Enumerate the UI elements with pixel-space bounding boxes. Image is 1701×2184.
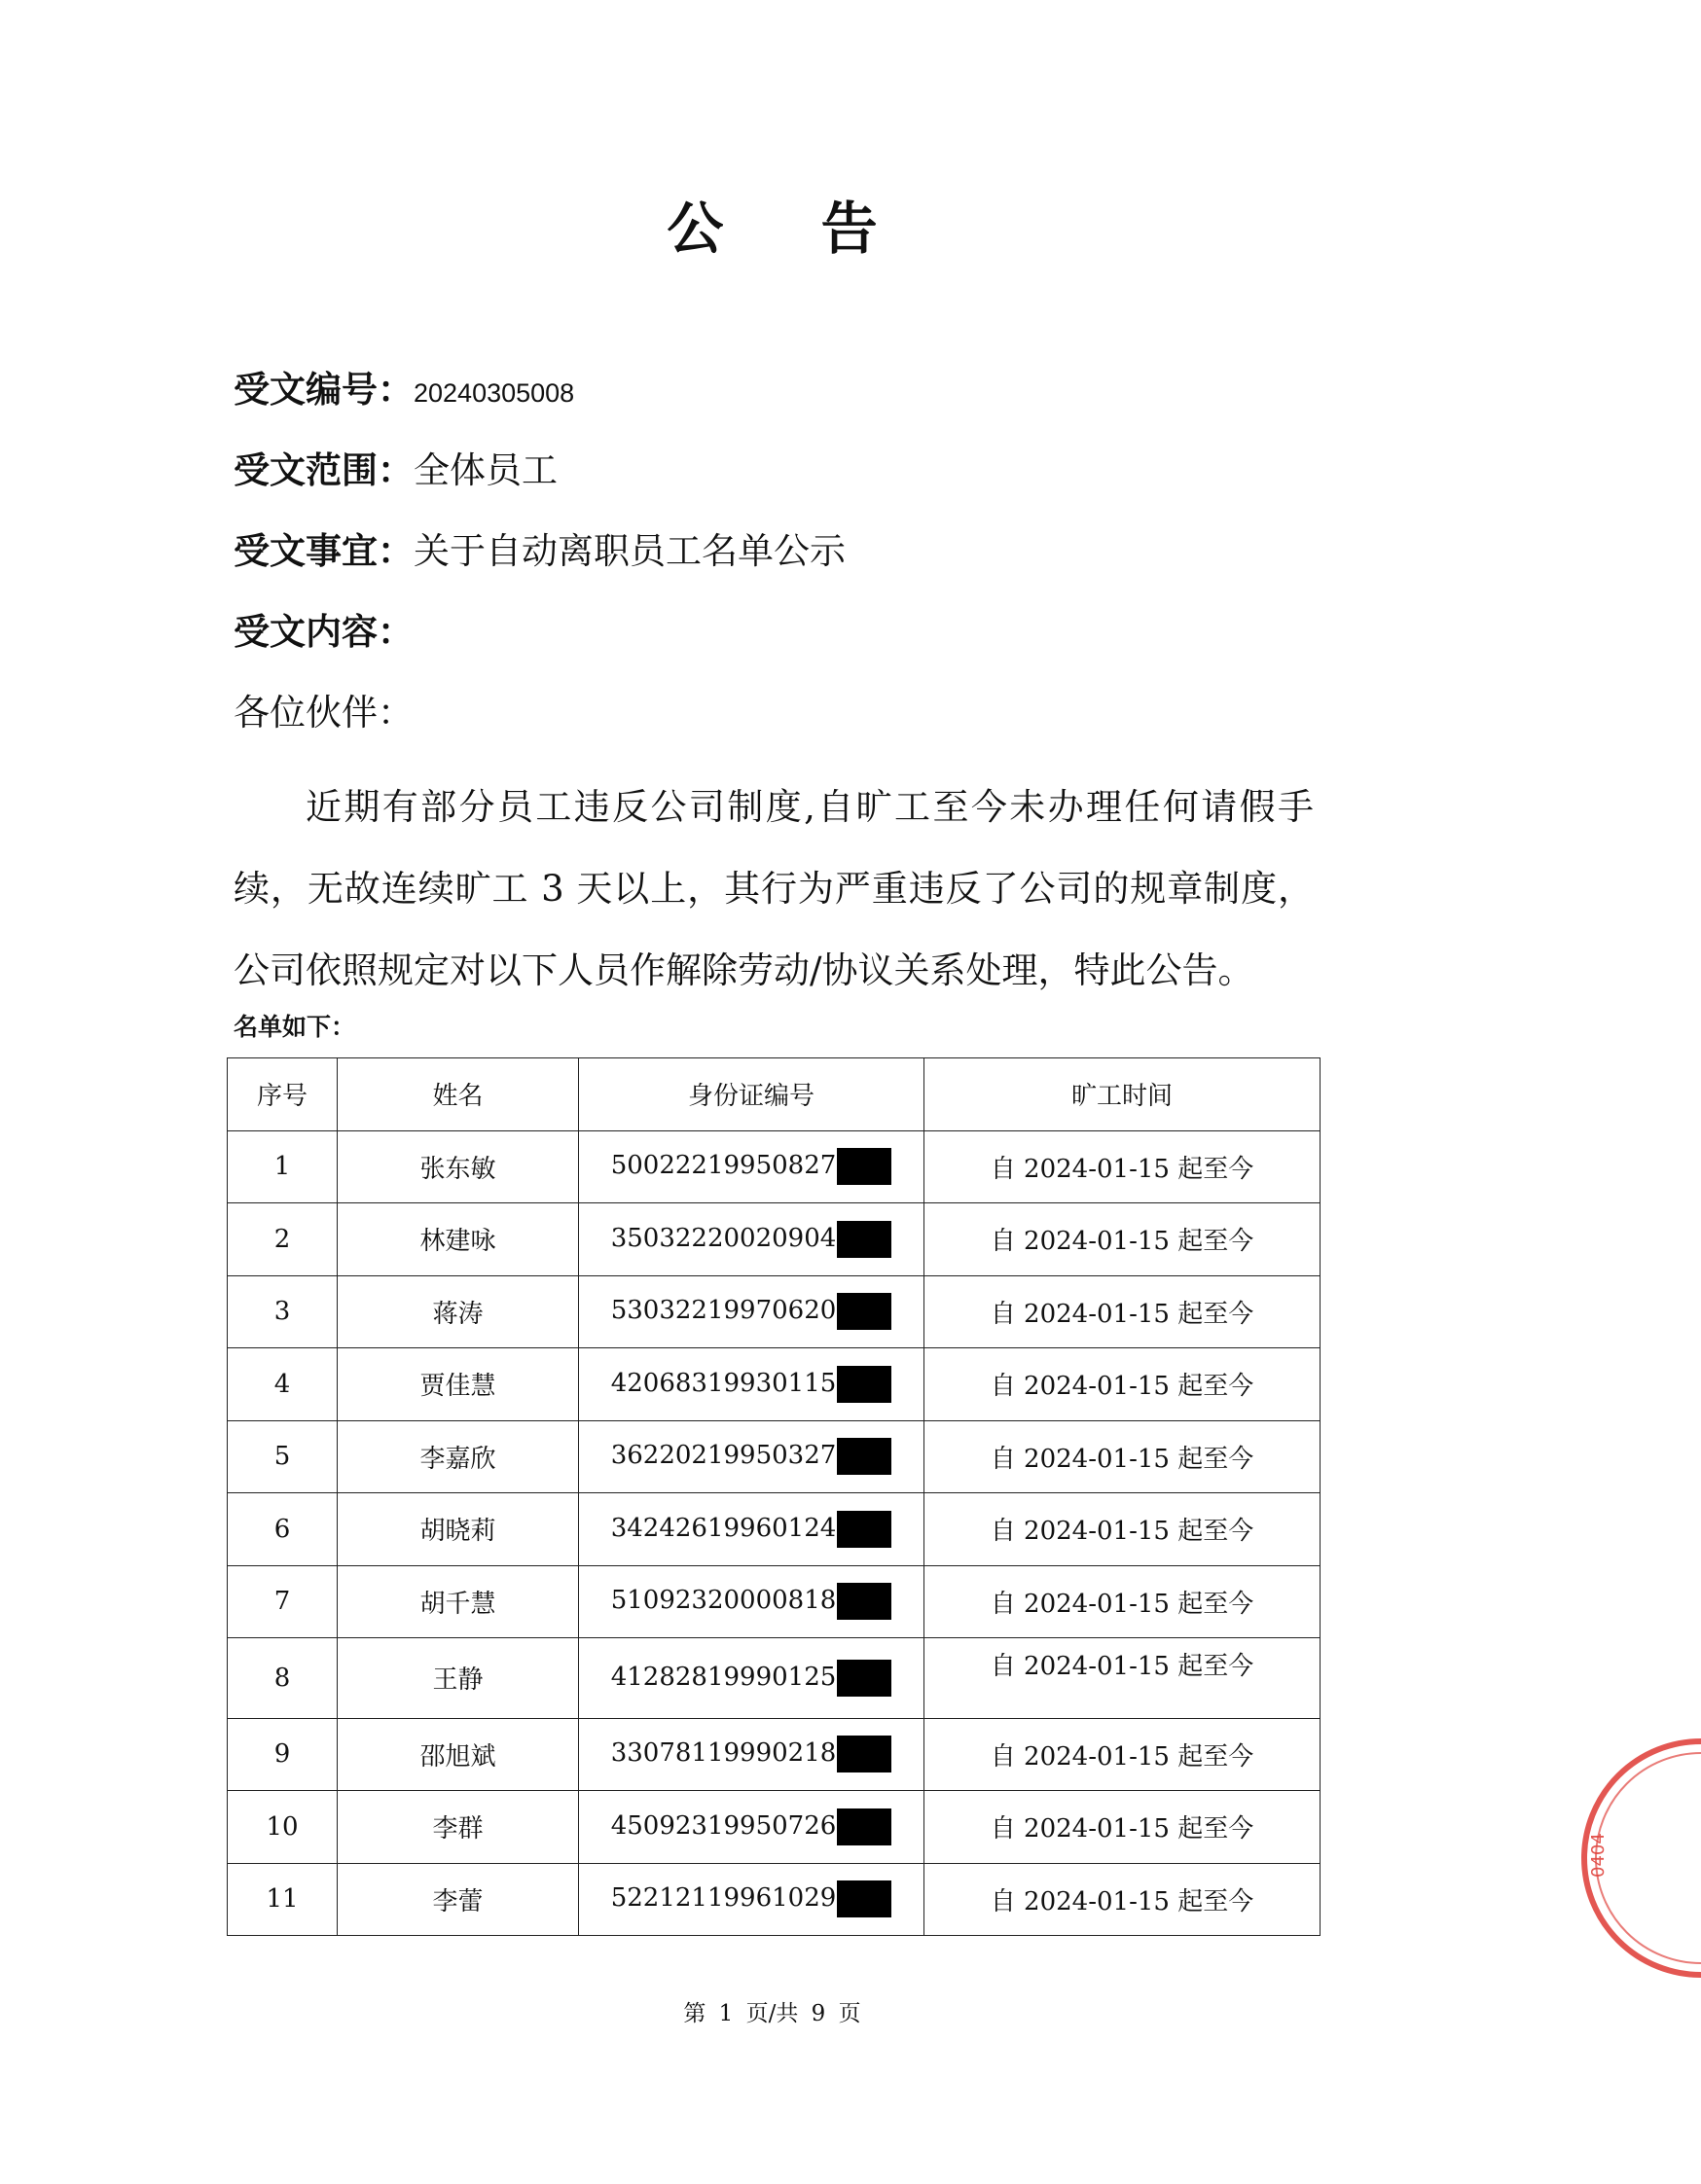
table-row	[228, 1130, 1321, 1203]
document-title: 公 告	[667, 196, 917, 262]
id-number-visible: 42068319930115	[610, 1368, 837, 1398]
row-id-number	[579, 1348, 924, 1421]
row-name: 林建咏	[338, 1203, 579, 1276]
redaction-block	[837, 1660, 891, 1697]
row-id-number	[579, 1791, 924, 1864]
redaction-block	[837, 1293, 891, 1330]
row-absence-period: 自 2024-01-15 起至今	[924, 1420, 1321, 1493]
row-index: 8	[228, 1638, 338, 1719]
subject-value: 关于自动离职员工名单公示	[414, 530, 846, 572]
table-row	[228, 1348, 1321, 1421]
doc-number-label: 受文编号：	[234, 368, 414, 411]
row-id-number	[579, 1718, 924, 1791]
row-name: 李蕾	[338, 1863, 579, 1936]
table-row	[228, 1565, 1321, 1638]
id-number-visible: 33078119990218	[610, 1738, 837, 1769]
row-id-number	[579, 1565, 924, 1638]
row-index: 9	[228, 1718, 338, 1791]
row-name: 张东敏	[338, 1130, 579, 1203]
scope-label: 受文范围：	[234, 448, 414, 491]
id-number-visible: 52212119961029	[610, 1883, 837, 1914]
redaction-block	[837, 1736, 891, 1772]
redaction-block	[837, 1366, 891, 1403]
id-number-visible: 51092320000818	[610, 1586, 837, 1616]
row-absence-period: 自 2024-01-15 起至今	[924, 1275, 1321, 1348]
redaction-block	[837, 1511, 891, 1548]
id-number-visible: 50022219950827	[610, 1151, 837, 1181]
row-index: 2	[228, 1203, 338, 1276]
content-label: 受文内容：	[234, 610, 414, 653]
table-row	[228, 1863, 1321, 1936]
row-index: 3	[228, 1275, 338, 1348]
row-absence-period: 自 2024-01-15 起至今	[924, 1863, 1321, 1936]
header-name: 姓名	[338, 1058, 579, 1131]
company-seal	[1506, 1732, 1701, 1985]
table-row	[228, 1493, 1321, 1566]
header-absence-period: 旷工时间	[924, 1058, 1321, 1131]
table-row	[228, 1791, 1321, 1864]
table-row	[228, 1203, 1321, 1276]
row-absence-period: 自 2024-01-15 起至今	[924, 1638, 1321, 1719]
id-number-visible: 35032220020904	[610, 1223, 837, 1253]
row-id-number	[579, 1493, 924, 1566]
header-index: 序号	[228, 1058, 338, 1131]
dismissal-table	[227, 1057, 1321, 1936]
id-number-visible: 53032219970620	[610, 1296, 837, 1326]
id-number-visible: 34242619960124	[610, 1513, 837, 1543]
table-row	[228, 1638, 1321, 1719]
greeting: 各位伙伴：	[234, 692, 414, 734]
redaction-block	[837, 1221, 891, 1258]
table-header-row	[228, 1058, 1321, 1131]
row-name: 邵旭斌	[338, 1718, 579, 1791]
row-index: 1	[228, 1130, 338, 1203]
row-id-number	[579, 1275, 924, 1348]
row-index: 6	[228, 1493, 338, 1566]
redaction-block	[837, 1808, 891, 1845]
row-name: 贾佳慧	[338, 1348, 579, 1421]
list-heading: 名单如下：	[234, 1013, 356, 1041]
redaction-block	[837, 1583, 891, 1620]
row-absence-period: 自 2024-01-15 起至今	[924, 1203, 1321, 1276]
subject-label: 受文事宜：	[234, 529, 414, 572]
row-absence-period: 自 2024-01-15 起至今	[924, 1791, 1321, 1864]
row-absence-period: 自 2024-01-15 起至今	[924, 1718, 1321, 1791]
row-index: 4	[228, 1348, 338, 1421]
row-index: 11	[228, 1863, 338, 1936]
seal-text: 0404	[1588, 1833, 1609, 1878]
table-row	[228, 1718, 1321, 1791]
row-absence-period: 自 2024-01-15 起至今	[924, 1130, 1321, 1203]
row-id-number	[579, 1203, 924, 1276]
row-id-number	[579, 1130, 924, 1203]
table-body	[228, 1130, 1321, 1936]
table-row	[228, 1420, 1321, 1493]
row-name: 胡千慧	[338, 1565, 579, 1638]
redaction-block	[837, 1880, 891, 1917]
row-absence-period: 自 2024-01-15 起至今	[924, 1348, 1321, 1421]
page-footer: 第 1 页/共 9 页	[683, 2001, 861, 2026]
row-index: 7	[228, 1565, 338, 1638]
row-name: 王静	[338, 1638, 579, 1719]
row-absence-period: 自 2024-01-15 起至今	[924, 1565, 1321, 1638]
row-name: 胡晓莉	[338, 1493, 579, 1566]
table-row	[228, 1275, 1321, 1348]
row-id-number	[579, 1638, 924, 1719]
row-id-number	[579, 1420, 924, 1493]
row-name: 蒋涛	[338, 1275, 579, 1348]
row-name: 李群	[338, 1791, 579, 1864]
scope-row	[234, 443, 558, 498]
redaction-block	[837, 1148, 891, 1185]
row-name: 李嘉欣	[338, 1420, 579, 1493]
announcement-body: 近期有部分员工违反公司制度,自旷工至今未办理任何请假手续，无故连续旷工 3 天以上，其行为严重违反了公司的规章制度，公司依照规定对以下人员作解除劳动/协议关系处理，特此公告。	[234, 786, 1314, 991]
scope-value: 全体员工	[414, 449, 558, 491]
doc-number-row	[234, 362, 574, 420]
row-index: 5	[228, 1420, 338, 1493]
id-number-visible: 41282819990125	[610, 1662, 837, 1692]
header-id-number: 身份证编号	[579, 1058, 924, 1131]
id-number-visible: 45092319950726	[610, 1810, 837, 1841]
row-id-number	[579, 1863, 924, 1936]
row-index: 10	[228, 1791, 338, 1864]
row-absence-period: 自 2024-01-15 起至今	[924, 1493, 1321, 1566]
subject-row	[234, 523, 846, 579]
id-number-visible: 36220219950327	[610, 1441, 837, 1471]
content-row	[234, 604, 414, 660]
redaction-block	[837, 1438, 891, 1475]
doc-number-value: 20240305008	[414, 378, 575, 408]
